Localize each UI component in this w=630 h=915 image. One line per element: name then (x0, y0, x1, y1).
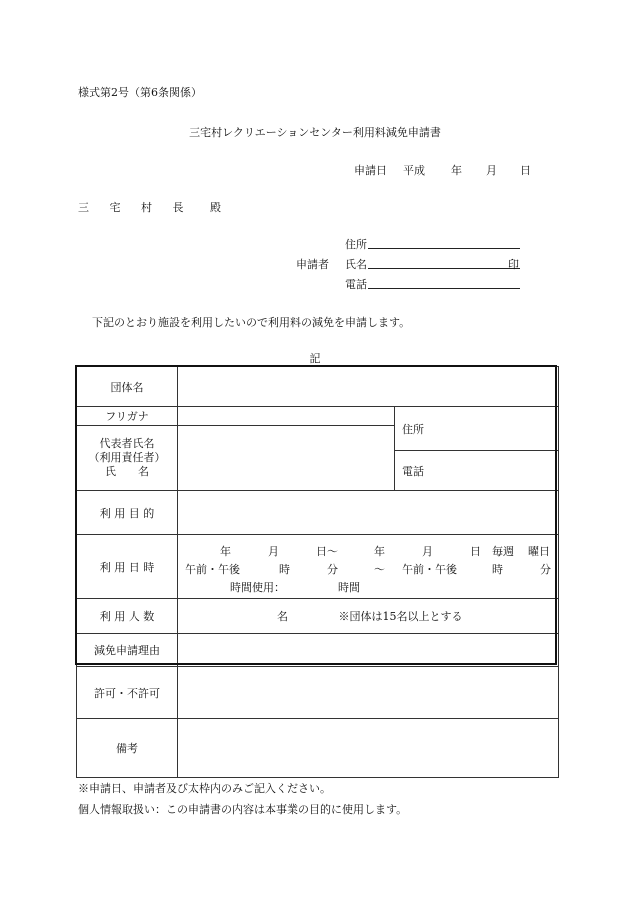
note-privacy: 個人情報取扱い：この申請書の内容は本事業の目的に使用します。 (78, 803, 408, 816)
people-label: 利 用 人 数 (77, 599, 178, 634)
date-year: 年 (451, 164, 462, 177)
row-remarks (77, 719, 559, 778)
rep-name-field[interactable] (178, 426, 395, 491)
dt-ampm1: 午前・午後 (185, 562, 240, 576)
intro-text: 下記のとおり施設を利用したいので利用料の減免を申請します。 (92, 316, 411, 329)
furigana-field[interactable] (178, 407, 395, 426)
dt-hours: 時間 (338, 580, 360, 594)
dt-min1: 分 (327, 562, 338, 576)
rep-label-line2: （利用責任者） (88, 451, 166, 464)
addressee-char: 三 (78, 201, 89, 214)
applicant-label: 申請者 (296, 258, 329, 271)
rep-label-line1: 代表者氏名 (99, 437, 155, 450)
dt-weekly: 毎週 (492, 544, 514, 558)
furigana-label: フリガナ (77, 407, 178, 426)
phone-cell[interactable] (395, 451, 559, 491)
dt-hour1: 時 (279, 562, 290, 576)
applicant-phone-line[interactable] (368, 288, 520, 289)
form-number: 様式第2号（第6条関係） (78, 86, 202, 99)
address-label: 住所 (402, 422, 424, 436)
dt-hour2: 時 (492, 562, 503, 576)
dt-day1: 日～ (316, 544, 338, 558)
reason-label: 減免申請理由 (77, 634, 178, 667)
rep-label-line3: 氏 名 (105, 465, 149, 478)
datetime-grid (178, 537, 558, 597)
row-purpose (77, 491, 559, 535)
ki-heading: 記 (309, 352, 321, 365)
addressee-char: 宅 (109, 201, 121, 214)
date-era: 平成 (403, 164, 425, 177)
row-furigana (77, 407, 559, 426)
row-datetime (77, 535, 559, 599)
dt-year2: 年 (374, 544, 385, 558)
people-unit: 名 (277, 610, 288, 623)
rep-name-label (77, 426, 178, 491)
people-note: ※団体は15名以上とする (338, 610, 463, 623)
permit-label: 許可・不許可 (77, 667, 178, 719)
addressee-char: 殿 (210, 201, 221, 214)
applicant-phone-label: 電話 (345, 278, 367, 291)
dt-min2: 分 (540, 562, 551, 576)
remarks-field[interactable] (178, 719, 559, 778)
date-label: 申請日 (354, 164, 387, 177)
note-instructions: ※申請日、申請者及び太枠内のみご記入ください。 (78, 782, 331, 795)
purpose-field[interactable] (178, 491, 559, 535)
group-name-label: 団体名 (77, 367, 178, 407)
remarks-label: 備考 (77, 719, 178, 778)
row-group-name (77, 367, 559, 407)
address-cell[interactable] (395, 407, 559, 451)
document-title: 三宅村レクリエーションセンター利用料減免申請書 (189, 126, 441, 139)
dt-month1: 月 (268, 544, 279, 558)
application-table (76, 366, 559, 778)
addressee-char: 村 (141, 201, 152, 214)
people-field[interactable] (178, 599, 559, 634)
permit-field[interactable] (178, 667, 559, 719)
dt-day2: 日 (470, 544, 481, 558)
applicant-address-line[interactable] (368, 248, 520, 249)
addressee (78, 199, 238, 215)
datetime-label: 利 用 日 時 (77, 535, 178, 599)
date-day: 日 (520, 164, 531, 177)
reason-field[interactable] (178, 634, 559, 667)
row-reason (77, 634, 559, 667)
applicant-name-line[interactable] (368, 268, 520, 269)
seal-mark: 印 (508, 258, 519, 271)
dt-usage: 時間使用： (230, 580, 285, 594)
addressee-char: 長 (172, 201, 184, 214)
row-people (77, 599, 559, 634)
phone-label: 電話 (402, 464, 424, 478)
dt-ampm2: 午前・午後 (402, 562, 457, 576)
row-permit (77, 667, 559, 719)
applicant-name-label: 氏名 (345, 258, 367, 271)
applicant-address-label: 住所 (345, 238, 367, 251)
group-name-field[interactable] (178, 367, 559, 407)
dt-tilde: ～ (374, 562, 385, 576)
datetime-field[interactable] (178, 535, 559, 599)
date-month: 月 (486, 164, 497, 177)
dt-year1: 年 (220, 544, 231, 558)
dt-weekday: 曜日 (528, 544, 550, 558)
dt-month2: 月 (422, 544, 433, 558)
purpose-label: 利 用 目 的 (77, 491, 178, 535)
